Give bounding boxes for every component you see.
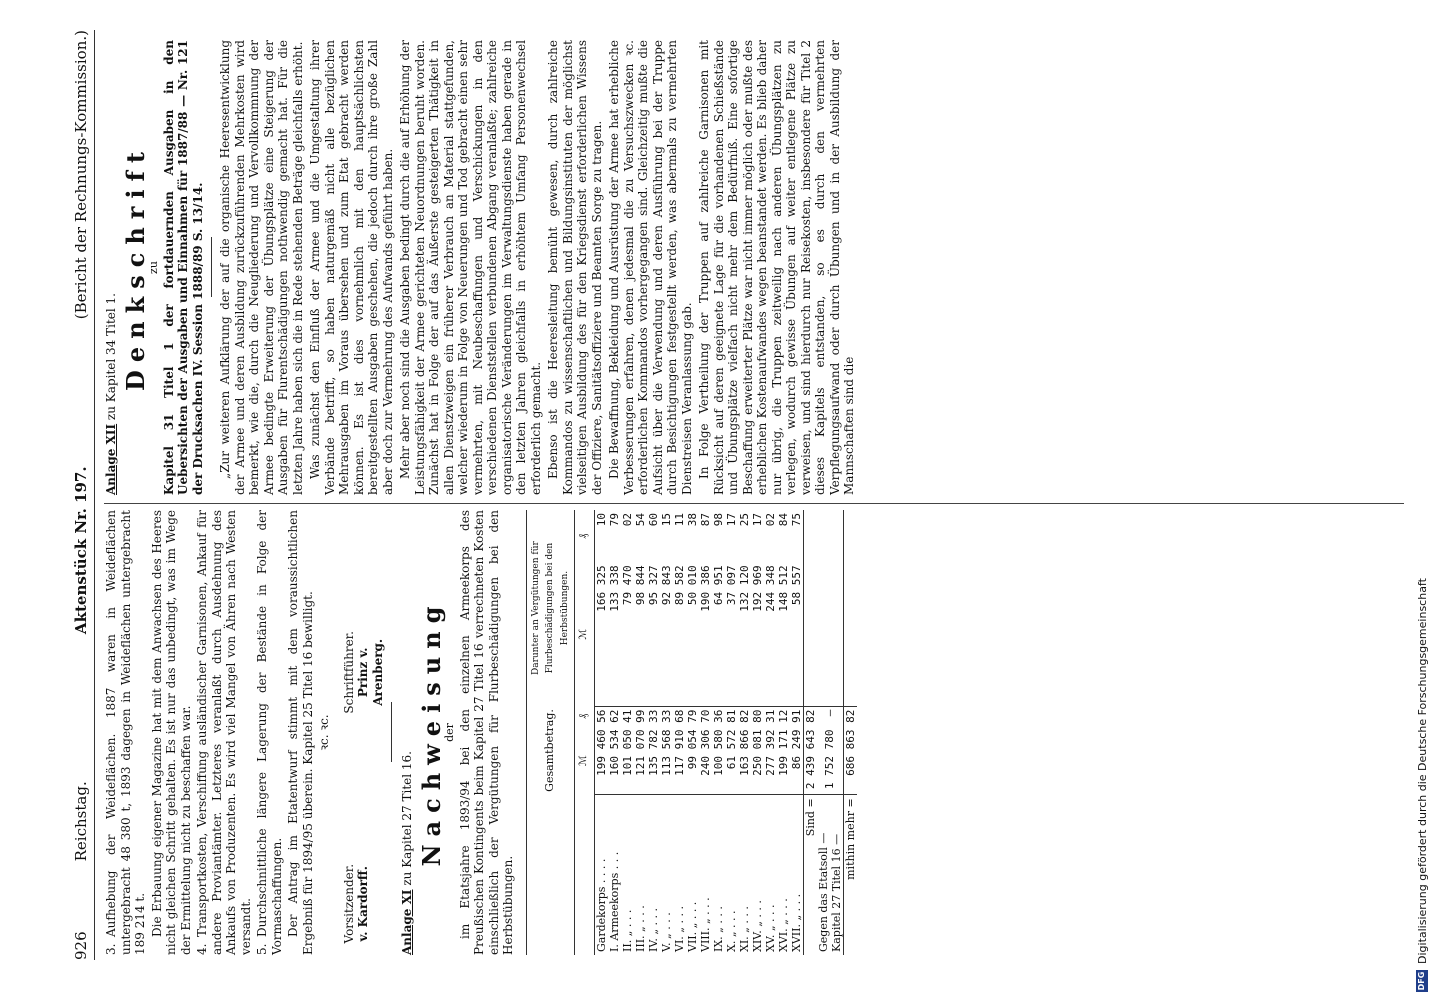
credit-text: Digitalisierung gefördert durch die Deutsche Forschungsgemeinschaft — [1415, 578, 1429, 964]
page-number: 926 — [72, 931, 90, 960]
anlage-xi-der: der — [443, 723, 456, 742]
table-row: VIII. „ . . . 240 306 70 190 386 87 — [699, 510, 712, 955]
table-row: XVII. „ . . . 86 249 91 58 557 75 — [790, 510, 804, 955]
table-row: IX. „ . . . 100 580 36 64 951 98 — [712, 510, 725, 955]
dfg-logo: DFG — [1417, 971, 1426, 991]
column-divider — [104, 503, 1404, 504]
table-header-darunter: Darunter an Vergütungen für Flurbeschädigungen bei den Herbstübungen. — [526, 510, 575, 706]
table-row: Gardekorps . . . . 199 460 56 166 325 10 — [594, 510, 608, 955]
left-item: 5.Durchschnittliche längere Lagerung der Bestände in Folge der Vormaschaffungen. — [255, 510, 284, 955]
signer-left — [342, 741, 386, 955]
left-item: Der Antrag im Etatentwurf stimmt mit dem voraussichtlichen Ergebniß für 1894/95 überein. Kapitel 25 Titel 16 bewilligt. — [286, 510, 315, 955]
header-left — [72, 781, 90, 960]
signer-left-name: v. Kardorff. — [356, 866, 370, 942]
table-row: I. Armeekorps . . . 160 534 62 133 338 79 — [608, 510, 621, 955]
table-row: II. „ . . . 101 050 41 79 470 02 — [621, 510, 634, 955]
table-header-blank — [526, 795, 575, 955]
signer-right-role: Schriftführer. — [341, 631, 356, 714]
left-item: 4.Transportkosten, Verschiffung ausländischer Garnisonen, Ankauf für andere Proviantämter. Letzteres veranlaßt durch Ausdehnung des Ankaufs von Produzenten. Es wird viel Mangel von Ähren nach Westen versandt. — [195, 510, 253, 955]
header-aktenstueck: Aktenstück Nr. 197. — [72, 466, 90, 635]
table-row: V. „ . . . 113 568 33 92 843 15 — [660, 510, 673, 955]
header-bericht: (Bericht der Rechnungs-Kommission.) — [72, 30, 90, 320]
anlage-xi-description: im Etatsjahre 1893/94 bei den einzelnen Armeekorps des Preußischen Kontingents beim Kapitel 27 Titel 16 verrechneten Kosten einschließlich der Vergütungen für Flurbeschädigungen bei den Herbstübungen. — [457, 510, 515, 955]
body-paragraph: In Folge Vertheilung der Truppen auf zahlreiche Garnisonen mit Rücksicht auf deren geeignete Lage für die vorhandenen Schießstände und Übungsplätze vielfach nicht mehr dem Bedürfniß. Eine sofortige Beschaffung erweiterter Plätze war nicht immer möglich oder mußte des erheblichen Kostenaufwandes wegen beanstandet werden. Es blieb daher nur übrig, die Truppen zeitweilig nach anderen Übungsplätzen zu verlegen, wodurch gewisse Übungen auf weiter entlegene Plätze zu verweisen, und sind hierdurch nur Reisekosten, insbesondere für Titel 2 dieses Kapitels entstanden, so es durch den vermehrten Verpflegungsaufwand oder durch Übungen und in der Ausbildung der Mannschaften sind die — [697, 40, 856, 495]
digitization-credit — [1412, 0, 1432, 1000]
signers — [342, 510, 386, 955]
body-paragraph: „Zur weiteren Aufklärung der auf die organische Heeresentwicklung der Armee und deren Ausbildung zurückzuführenden Mehrkosten wird bemerkt, wie die, durch die Neugliederung und Vervollkommnung der Armee bedingte Erweiterung der Übungsplätze eine Steigerung der Ausgaben für Flurentschädigungen nothwendig gemacht hat. Für die letzten Jahre haben sich die in Rede stehenden Beträge gleichfalls erhöht. — [218, 40, 305, 495]
separator — [391, 703, 392, 763]
left-item: Die Erbauung eigener Magazine hat mit dem Anwachsen des Heeres nicht gleichen Schritt gehalten. Es ist nur das unbedingt, was im Wege der Ermittelung nicht zu beschaffen war. — [149, 510, 193, 955]
unit-pf: ₰ — [575, 706, 595, 726]
anlage-xi-label: Anlage XI — [400, 889, 414, 955]
table-sum-row: Sind = 2 439 643 82 — [803, 510, 817, 955]
left-column — [104, 510, 857, 955]
table-row: XIV. „ . . . 250 081 80 192 969 17 — [751, 510, 764, 955]
signer-left-role: Vorsitzender. — [341, 863, 356, 944]
body-paragraph: Die Bewaffnung, Bekleidung und Ausrüstung der Armee hat erhebliche Verbesserungen erfahren, denen jedesmal die zu Versuchszwecken ꝛc. erforderlichen Kommandos vorhergegangen sind. Gleichzeitig mußte die Aufsicht über die Verwendung und deren Ausführung bei der Truppe durch Besichtigungen festgestellt werden, was abermals zu vermehrten Dienstreisen Veranlassung gab. — [607, 40, 694, 495]
unit-mark: ℳ — [575, 562, 595, 706]
anlage-xi-title: Nachweisung — [416, 598, 446, 867]
table-units-row — [575, 510, 595, 955]
anlage-xii-title: Denkschrift — [120, 144, 150, 391]
body-paragraph: Ebenso ist die Heeresleitung bemüht gewesen, durch zahlreiche Kommandos zu wissenschaftlichen und Bildungsinstituten der möglichst vielseitigen Ausbildung des für den Kriegsdienst erforderlichen Wissens der Offiziere, Sanitätsoffiziere und Beamten Sorge zu tragen. — [546, 40, 604, 495]
separator — [211, 238, 212, 298]
anlage-xii-zu: zu — [147, 261, 160, 274]
left-item-etc: ꝛc. ꝛc. — [317, 714, 331, 751]
anlage-xii-ref: zu Kapitel 34 Titel 1. — [104, 293, 118, 421]
anlage-xii-description: Kapitel 31 Titel 1 der fortdauernden Ausgaben in den Uebersichten der Ausgaben und Einnahmen für 1887/88 — Nr. 121 der Drucksachen IV. Session 1888/89 S. 13/14. — [161, 40, 205, 495]
anlage-xi-ref: zu Kapitel 27 Titel 16. — [400, 751, 414, 886]
table-header-gesamt: Gesamtbetrag. — [526, 706, 575, 795]
table-row: IV. „ . . . 135 782 33 95 327 60 — [647, 510, 660, 955]
body-paragraph: Was zunächst den Einfluß der Armee und die Umgestaltung ihrer Verbände betrifft, so haben naturgemäß nicht alle bezüglichen Mehrausgaben im Voraus übersehen und zum Etat gebracht werden können. Es ist dies vornehmlich mit den hauptsächlichsten bereitgestellten Ausgaben geschehen, die jedoch durch ihre große Zahl aber doch zur Vermehrung des Aufwands geführt haben. — [308, 40, 395, 495]
table-header-row — [526, 510, 575, 955]
signer-right-name: Prinz v. Arenberg. — [356, 638, 385, 706]
table-mehr-row: mithin mehr = 686 863 82 — [843, 510, 857, 955]
table-row: X. „ . . . 61 572 81 37 097 17 — [725, 510, 738, 955]
table-row: XI. „ . . . 163 866 82 132 120 25 — [738, 510, 751, 955]
right-column — [104, 40, 860, 495]
signer-right — [342, 510, 386, 724]
table-soll-row: Gegen das Etatsoll — Kapitel 27 Titel 16 — 1 752 780 — — [817, 510, 844, 955]
anlage-xii-heading — [104, 40, 119, 495]
header-reichstag: Reichstag. — [72, 781, 90, 862]
table-row: III. „ . . . 121 070 99 98 844 54 — [634, 510, 647, 955]
table-row: XV. „ . . . 277 392 31 244 348 02 — [764, 510, 777, 955]
cost-table — [526, 510, 857, 955]
anlage-xii-label: Anlage XII — [104, 423, 118, 495]
unit-pf: ₰ — [575, 510, 595, 562]
table-row: VII. „ . . . 99 054 79 50 010 38 — [686, 510, 699, 955]
body-paragraph: Mehr aber noch sind die Ausgaben bedingt durch die auf Erhöhung der Leistungsfähigkeit der Armee gerichteten Neuordnungen beruht worden. Zunächst hat in Folge der auf das Äußerste gesteigerten Thätigkeit in allen Dienstzweigen ein früherer Verbrauch an Material stattgefunden, welcher wiederum in Folge von Neuerungen und Tod gebracht einen sehr vermehrten, mit Neubeschaffungen und Verschickungen in den verschiedenen Dienststellen verbundenen Abgang veranlaßte; zahlreiche organisatorische Veränderungen im Verwaltungsdienste haben gerade in den letzten Jahren gleichfalls in erhöhtem Umfang Personenwechsel erforderlich gemacht. — [398, 40, 543, 495]
left-item: 3.Aufhebung der Weideflächen. 1887 waren in Weideflächen untergebracht 48 380 t, 1893 dagegen in Weideflächen untergebracht 189 214 t. — [104, 510, 147, 955]
table-row: VI. „ . . . 117 910 68 89 582 11 — [673, 510, 686, 955]
table-row: XVI. „ . . . 199 171 12 148 512 84 — [777, 510, 790, 955]
page-header — [68, 30, 95, 960]
anlage-xi-heading — [400, 510, 415, 955]
unit-mark: ℳ — [575, 727, 595, 795]
